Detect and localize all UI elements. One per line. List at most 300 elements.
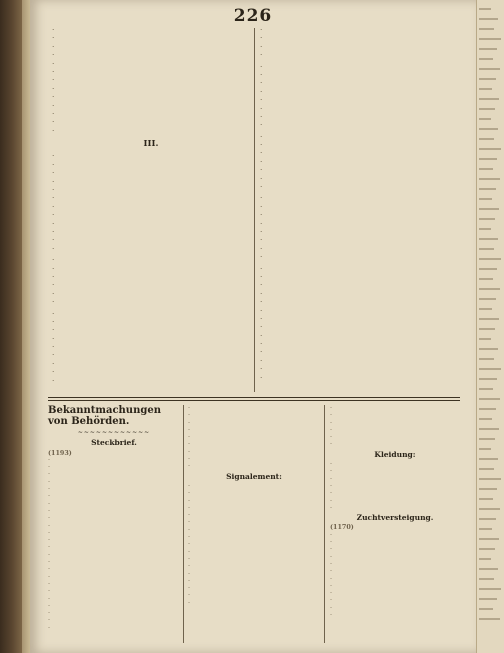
illegible-line-marker: · (188, 426, 191, 434)
illegible-line-marker: · (52, 359, 55, 368)
illegible-line-marker: · (48, 580, 51, 588)
auction-text (330, 532, 460, 620)
illegible-line-marker: · (52, 219, 55, 228)
illegible-line (330, 441, 460, 448)
notice-number-line (48, 450, 180, 457)
illegible-line-marker: · (260, 157, 263, 166)
adjacent-page-text (479, 48, 497, 50)
illegible-line (330, 505, 460, 512)
adjacent-page-text (479, 248, 494, 250)
illegible-line (48, 515, 180, 522)
illegible-line-marker: · (48, 551, 51, 559)
illegible-line (330, 476, 460, 483)
illegible-line-marker: · (188, 463, 191, 471)
illegible-line (52, 326, 250, 334)
section-marker: III. (143, 139, 159, 150)
illegible-line (188, 490, 320, 497)
illegible-line (330, 434, 460, 441)
illegible-line (48, 581, 180, 588)
illegible-line-marker: · (52, 126, 55, 135)
illegible-line-marker: · (188, 577, 191, 585)
illegible-line (260, 113, 458, 121)
illegible-line-marker: · (52, 244, 55, 253)
illegible-line-marker: · (52, 101, 55, 110)
book-binding (0, 0, 22, 653)
adjacent-page-text (479, 238, 498, 240)
illegible-line-marker: · (52, 118, 55, 127)
illegible-line-marker: · (52, 228, 55, 236)
illegible-line (48, 508, 180, 515)
illegible-line (48, 530, 180, 537)
illegible-line-marker: · (52, 177, 55, 186)
illegible-line-marker: · (260, 356, 263, 365)
illegible-line-marker: · (48, 471, 51, 479)
illegible-line (188, 483, 320, 490)
warrant-text (48, 457, 180, 632)
adjacent-page-text (479, 348, 498, 350)
illegible-line (260, 228, 458, 236)
illegible-line (330, 590, 460, 597)
illegible-line-marker: · (188, 512, 191, 520)
illegible-line-marker: · (260, 42, 263, 51)
illegible-line-marker: · (52, 59, 55, 68)
adjacent-page-text (479, 608, 493, 610)
illegible-line (188, 571, 320, 578)
adjacent-page-text (479, 18, 498, 20)
adjacent-page-text (479, 468, 494, 470)
illegible-line (48, 559, 180, 566)
illegible-line (52, 236, 250, 244)
illegible-line (52, 76, 250, 84)
illegible-line-marker: · (188, 434, 191, 442)
illegible-line-marker: · (188, 419, 191, 427)
illegible-line-marker: · (330, 461, 333, 469)
illegible-line (52, 127, 250, 135)
illegible-line-marker: · (188, 482, 191, 490)
illegible-line (52, 298, 250, 306)
illegible-line-marker: · (188, 519, 191, 527)
illegible-line-marker: · (330, 490, 333, 498)
illegible-line (188, 405, 320, 412)
illegible-line (330, 554, 460, 561)
adjacent-page-text (479, 548, 495, 550)
illegible-line-marker: · (188, 563, 191, 571)
illegible-line-marker: · (260, 281, 263, 290)
illegible-line-marker: · (260, 141, 263, 150)
illegible-line (330, 561, 460, 568)
adjacent-page-text (479, 388, 493, 390)
illegible-line-marker: · (48, 486, 51, 494)
illegible-line-marker: · (260, 34, 263, 43)
illegible-line (48, 603, 180, 610)
illegible-line (260, 281, 458, 289)
illegible-line (260, 374, 458, 382)
illegible-line-marker: · (188, 592, 191, 600)
illegible-line-marker: · (260, 298, 263, 307)
illegible-line-marker: · (48, 602, 51, 610)
illegible-line (48, 544, 180, 551)
adjacent-page-text (479, 78, 496, 80)
adjacent-page-text (479, 308, 492, 310)
adjacent-page-text (479, 538, 499, 540)
illegible-line-marker: · (260, 373, 263, 382)
illegible-line-marker: · (48, 515, 51, 523)
illegible-line (52, 93, 250, 101)
illegible-line (330, 427, 460, 434)
illegible-line-marker: · (188, 412, 191, 420)
right-story-column (260, 26, 458, 382)
illegible-line-marker: · (330, 531, 333, 539)
illegible-line-marker: · (52, 51, 55, 60)
illegible-line-marker: · (260, 70, 263, 79)
illegible-line (48, 552, 180, 559)
illegible-line-marker: · (260, 289, 263, 298)
illegible-line-marker: · (260, 51, 263, 60)
illegible-line-marker: · (52, 326, 55, 335)
illegible-line-marker: · (48, 537, 51, 545)
illegible-line-marker: · (52, 109, 55, 118)
adjacent-page-text (479, 498, 493, 500)
illegible-line-marker: · (260, 62, 263, 71)
illegible-line-marker: · (260, 211, 263, 220)
illegible-line-marker: · (52, 169, 55, 178)
illegible-line (48, 610, 180, 617)
illegible-line-marker: · (52, 351, 55, 360)
illegible-line (260, 149, 458, 157)
illegible-line-marker: · (330, 553, 333, 561)
binding-edge (22, 0, 30, 653)
illegible-line (330, 605, 460, 612)
illegible-line-marker: · (188, 541, 191, 549)
adjacent-page-text (479, 88, 492, 90)
illegible-line (52, 318, 250, 326)
illegible-line (330, 539, 460, 546)
illegible-line-marker: · (330, 546, 333, 554)
illegible-line (52, 161, 250, 169)
illegible-line-marker: · (330, 412, 333, 420)
illegible-line (48, 493, 180, 500)
illegible-line (330, 568, 460, 575)
adjacent-page-text (479, 588, 501, 590)
illegible-line (188, 456, 320, 463)
illegible-line-marker: · (48, 529, 51, 537)
illegible-line-marker: · (330, 590, 333, 598)
illegible-line (330, 532, 460, 539)
adjacent-page-text (479, 448, 491, 450)
illegible-line-marker: · (52, 368, 55, 377)
illegible-line-marker: · (52, 152, 55, 161)
illegible-line-marker: · (48, 522, 51, 530)
clothing-text (330, 461, 460, 512)
illegible-line (52, 85, 250, 93)
illegible-line (330, 412, 460, 419)
illegible-line (188, 427, 320, 434)
illegible-line (52, 220, 250, 228)
illegible-line-marker: · (52, 264, 55, 273)
illegible-line (260, 141, 458, 149)
illegible-line-marker: · (52, 34, 55, 43)
illegible-line-marker: · (330, 434, 333, 442)
adjacent-page-text (479, 218, 495, 220)
adjacent-page-text (479, 478, 501, 480)
illegible-line-marker: · (52, 256, 55, 265)
illegible-line (260, 265, 458, 273)
illegible-line-marker: · (48, 507, 51, 515)
illegible-line-marker: · (52, 160, 55, 169)
adjacent-page-text (479, 148, 501, 150)
illegible-line (260, 121, 458, 129)
adjacent-page-text (479, 258, 501, 260)
illegible-line-marker: · (188, 441, 191, 449)
illegible-line-marker: · (48, 573, 51, 581)
illegible-line-marker: · (52, 289, 55, 298)
illegible-line-marker: · (52, 236, 55, 245)
illegible-line (188, 412, 320, 419)
adjacent-page-text (479, 68, 500, 70)
adjacent-page-text (479, 58, 493, 60)
illegible-line (260, 51, 458, 59)
adjacent-page-text (479, 358, 494, 360)
adjacent-page-text (479, 28, 494, 30)
illegible-line-marker: · (188, 585, 191, 593)
adjacent-page-text (479, 278, 493, 280)
illegible-line (188, 549, 320, 556)
illegible-line (48, 464, 180, 471)
adjacent-page-text (479, 318, 499, 320)
illegible-line (48, 596, 180, 603)
adjacent-page-text (479, 438, 495, 440)
illegible-line-marker: · (260, 87, 263, 96)
illegible-line-marker: · (52, 309, 55, 318)
illegible-line-marker: · (52, 376, 55, 385)
illegible-line (52, 203, 250, 211)
illegible-line-marker: · (260, 121, 263, 130)
illegible-line (260, 253, 458, 261)
illegible-line (260, 43, 458, 51)
illegible-line-marker: · (330, 597, 333, 605)
adjacent-page-text (479, 338, 491, 340)
illegible-line (48, 537, 180, 544)
illegible-line (260, 236, 458, 244)
illegible-line (48, 479, 180, 486)
illegible-line (188, 578, 320, 585)
adjacent-page-text (479, 198, 492, 200)
illegible-line (188, 592, 320, 599)
illegible-line-marker: · (330, 426, 333, 434)
illegible-line (52, 152, 250, 160)
illegible-line (260, 203, 458, 211)
illegible-line (260, 307, 458, 315)
illegible-line (260, 298, 458, 306)
illegible-line-marker: · (260, 149, 263, 158)
illegible-line (260, 220, 458, 228)
illegible-line (188, 505, 320, 512)
illegible-line (52, 194, 250, 202)
illegible-line-marker: · (52, 298, 55, 307)
illegible-line (52, 34, 250, 42)
illegible-line-marker: · (260, 112, 263, 121)
illegible-line (52, 265, 250, 273)
illegible-line-marker: · (260, 96, 263, 105)
illegible-line-marker: · (52, 93, 55, 102)
illegible-line-marker: · (52, 334, 55, 343)
illegible-line (260, 183, 458, 191)
illegible-line (260, 105, 458, 113)
adjacent-page-text (479, 368, 501, 370)
illegible-line (188, 420, 320, 427)
illegible-line (52, 343, 250, 351)
adjacent-page-text (479, 298, 496, 300)
adjacent-page-text (479, 168, 493, 170)
announcements-column-3 (330, 405, 460, 619)
illegible-line-marker: · (330, 475, 333, 483)
description-label: Signalement: (226, 471, 282, 481)
illegible-line (52, 60, 250, 68)
illegible-line-marker: · (260, 202, 263, 211)
illegible-line (260, 71, 458, 79)
illegible-line (330, 420, 460, 427)
illegible-line (188, 541, 320, 548)
illegible-line-marker: · (260, 79, 263, 88)
illegible-line-marker: · (188, 456, 191, 464)
illegible-line-marker: · (330, 497, 333, 505)
illegible-line (260, 194, 458, 202)
illegible-line (52, 281, 250, 289)
adjacent-page-text (479, 158, 497, 160)
illegible-line-marker: · (260, 314, 263, 323)
illegible-line (260, 96, 458, 104)
illegible-line (52, 290, 250, 298)
illegible-line (260, 357, 458, 365)
illegible-line-marker: · (52, 317, 55, 326)
illegible-line-marker: · (48, 617, 51, 625)
illegible-line-marker: · (260, 272, 263, 281)
illegible-line-marker: · (52, 343, 55, 352)
illegible-line-marker: · (48, 544, 51, 552)
illegible-line-marker: · (188, 448, 191, 456)
illegible-line (52, 245, 250, 253)
illegible-line-marker: · (52, 84, 55, 93)
illegible-line (52, 51, 250, 59)
illegible-line-marker: · (188, 405, 191, 412)
page-number: 226 (233, 6, 273, 26)
left-story-column (52, 26, 250, 385)
illegible-line-marker: · (330, 405, 333, 412)
illegible-line (330, 490, 460, 497)
illegible-line (260, 273, 458, 281)
adjacent-page-text (479, 458, 498, 460)
adjacent-page-text (479, 118, 491, 120)
adjacent-page-text (479, 598, 497, 600)
illegible-line (52, 178, 250, 186)
illegible-line-marker: · (260, 104, 263, 113)
illegible-line-marker: · (260, 253, 263, 262)
illegible-line (52, 368, 250, 376)
illegible-line-marker: · (260, 365, 263, 374)
illegible-line-marker: · (52, 186, 55, 195)
illegible-line (260, 290, 458, 298)
illegible-line-marker: · (260, 219, 263, 228)
illegible-line-marker: · (330, 539, 333, 547)
illegible-line (52, 118, 250, 126)
illegible-line-marker: · (188, 599, 191, 607)
illegible-line-marker: · (52, 194, 55, 203)
adjacent-page-text (479, 418, 492, 420)
notice-number-line (330, 524, 460, 531)
column-divider (183, 405, 184, 643)
illegible-line-marker: · (260, 183, 263, 192)
illegible-line (52, 360, 250, 368)
illegible-line-marker: · (330, 575, 333, 583)
illegible-line (188, 556, 320, 563)
announcements-column-1 (48, 405, 180, 632)
illegible-line-marker: · (48, 595, 51, 603)
illegible-line (52, 186, 250, 194)
illegible-line-marker: · (188, 555, 191, 563)
announcements-column-2 (188, 405, 320, 607)
illegible-line (330, 597, 460, 604)
illegible-line-marker: · (330, 504, 333, 512)
adjacent-page-text (479, 8, 491, 10)
illegible-line-marker: · (48, 456, 51, 464)
illegible-line (48, 486, 180, 493)
illegible-line (188, 434, 320, 441)
adjacent-page-text (479, 528, 492, 530)
illegible-line (188, 563, 320, 570)
adjacent-page-text (479, 128, 498, 130)
warrant-text-continued (188, 405, 320, 471)
book-page (30, 0, 476, 653)
illegible-line-marker: · (52, 67, 55, 76)
illegible-line-marker: · (48, 559, 51, 567)
illegible-line (260, 175, 458, 183)
illegible-line (188, 600, 320, 607)
description-continued (330, 405, 460, 449)
illegible-line (260, 158, 458, 166)
illegible-line-marker: · (52, 42, 55, 51)
clothing-label: Kleidung: (374, 449, 416, 459)
adjacent-page-text (479, 428, 499, 430)
illegible-line-marker: · (330, 604, 333, 612)
illegible-line-marker: · (330, 468, 333, 476)
illegible-line (52, 377, 250, 385)
illegible-line (188, 463, 320, 470)
illegible-line-marker: · (48, 566, 51, 574)
illegible-line-marker: · (260, 306, 263, 315)
illegible-line (260, 211, 458, 219)
illegible-line (52, 110, 250, 118)
illegible-line (260, 348, 458, 356)
illegible-line (52, 310, 250, 318)
illegible-line (260, 88, 458, 96)
illegible-line (52, 26, 250, 34)
illegible-line-marker: · (260, 236, 263, 245)
description-text (188, 483, 320, 607)
adjacent-page-text (479, 98, 499, 100)
illegible-line (188, 585, 320, 592)
illegible-line-marker: · (188, 490, 191, 498)
illegible-line-marker: · (260, 26, 263, 34)
illegible-line (188, 449, 320, 456)
illegible-line-marker: · (188, 548, 191, 556)
adjacent-page-text (479, 328, 495, 330)
adjacent-page-text (479, 508, 500, 510)
adjacent-page-text (479, 138, 494, 140)
adjacent-page-text (479, 398, 500, 400)
illegible-line (330, 546, 460, 553)
adjacent-page-text (479, 378, 497, 380)
illegible-line (52, 43, 250, 51)
